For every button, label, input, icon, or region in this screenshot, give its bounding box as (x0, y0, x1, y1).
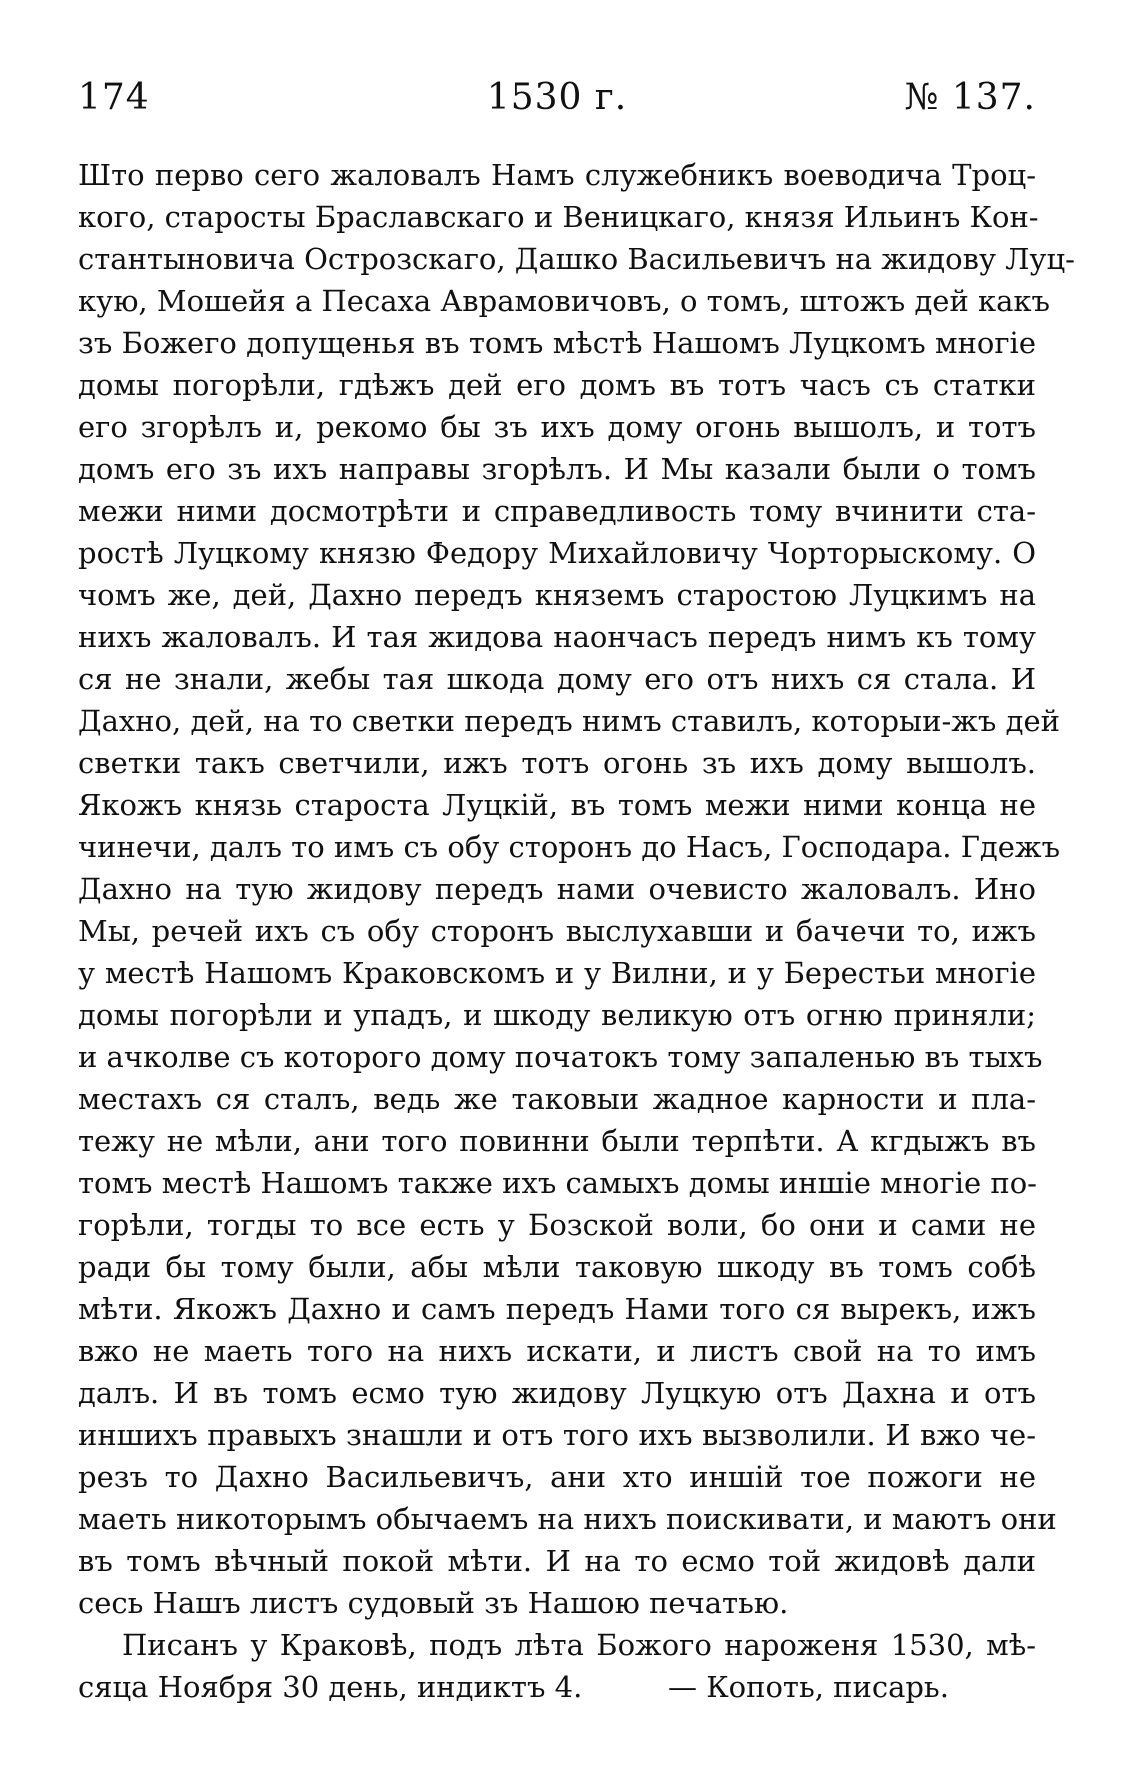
text-line: зъ Божего допущенья въ томъ мѣстѣ Нашомъ Луцкомъ многіе (78, 326, 1036, 360)
document-number: № 137. (904, 77, 1036, 118)
dating-text: сяца Ноября 30 день, индиктъ 4. (78, 1670, 583, 1704)
text-line: ростѣ Луцкому князю Федору Михайловичу Чорторыскому. О (78, 536, 1036, 570)
document-year: 1530 г. (486, 77, 628, 118)
text-line: Якожъ князь староста Луцкій, въ томъ межи ними конца не (78, 788, 1036, 822)
text-line: у местѣ Нашомъ Краковскомъ и у Вилни, и у Берестьи многіе (78, 956, 1036, 990)
text-line: Дахно на тую жидову передъ нами очевисто жаловалъ. Ино (78, 872, 1036, 906)
text-line: маеть никоторымъ обычаемъ на нихъ поискивати, и маютъ они (78, 1502, 1057, 1536)
text-line: межи ними досмотрѣти и справедливость тому вчинити ста- (78, 494, 1036, 528)
text-line: ся не знали, жебы тая шкода дому его отъ нихъ ся стала. И (78, 662, 1036, 696)
text-line: нихъ жаловалъ. И тая жидова наончасъ передъ нимъ къ тому (78, 620, 1036, 654)
text-line: тежу не мѣли, ани того повинни были терпѣти. А кгдыжъ въ (78, 1124, 1036, 1158)
text-line: чинечи, далъ то имъ съ обу сторонъ до Насъ, Господара. Гдежъ (78, 830, 1061, 864)
text-line: местахъ ся сталъ, ведь же таковыи жадное карности и пла- (78, 1082, 1036, 1116)
text-line: вжо не маеть того на нихъ искати, и листъ свой на то имъ (78, 1334, 1036, 1368)
text-line: ради бы тому были, абы мѣли таковую шкоду въ томъ собѣ (78, 1250, 1036, 1284)
text-line: Што перво сего жаловалъ Намъ служебникъ воеводича Троц- (78, 158, 1036, 192)
text-line: далъ. И въ томъ есмо тую жидову Луцкую отъ Дахна и отъ (78, 1376, 1036, 1410)
scribe-signature: — Копоть, писарь. (668, 1670, 949, 1704)
text-line: горѣли, тогды то все есть у Бозской воли, бо они и сами не (78, 1208, 1036, 1242)
text-line: въ томъ вѣчный покой мѣти. И на то есмо той жидовѣ дали (78, 1544, 1036, 1578)
text-line: и ачколве съ которого дому початокъ тому запаленью въ тыхъ (78, 1040, 1043, 1074)
text-line: томъ местѣ Нашомъ также ихъ самыхъ домы иншіе многіе по- (78, 1166, 1037, 1200)
text-line: Писанъ у Краковѣ, подъ лѣта Божого нароженя 1530, мѣ- (122, 1628, 1036, 1662)
text-line: сесь Нашъ листъ судовый зъ Нашою печатью. (78, 1586, 789, 1620)
text-line: чомъ же, дей, Дахно передъ княземъ старостою Луцкимъ на (78, 578, 1036, 612)
running-head (78, 70, 1036, 126)
text-line: кую, Мошейя а Песаха Аврамовичовъ, о томъ, штожъ дей какъ (78, 284, 1050, 318)
text-line: светки такъ светчили, ижъ тотъ огонь зъ ихъ дому вышолъ. (78, 746, 1036, 780)
text-line: кого, старосты Браславскаго и Веницкаго, князя Ильинъ Кон- (78, 200, 1039, 234)
text-line: его згорѣлъ и, рекомо бы зъ ихъ дому огонь вышолъ, и тотъ (78, 410, 1036, 444)
document-body (78, 154, 1075, 1708)
text-line: иншихъ правыхъ знашли и отъ того ихъ вызволили. И вжо че- (78, 1418, 1036, 1452)
text-line: домы погорѣли, гдѣжъ дей его домъ въ тотъ часъ съ статки (78, 368, 1036, 402)
text-line: Дахно, дей, на то светки передъ нимъ ставилъ, которыи-жъ дей (78, 704, 1060, 738)
text-line: Мы, речей ихъ съ обу сторонъ выслухавши и бачечи то, ижъ (78, 914, 1036, 948)
text-line: резъ то Дахно Васильевичъ, ани хто иншій тое пожоги не (78, 1460, 1036, 1494)
paragraph-dating (78, 1624, 1036, 1708)
text-line: домъ его зъ ихъ направы згорѣлъ. И Мы казали были о томъ (78, 452, 1036, 486)
page-number: 174 (78, 77, 150, 118)
text-line: стантыновича Острозскаго, Дашко Васильевичъ на жидову Луц- (78, 242, 1075, 276)
dating-signature-line (78, 1666, 1036, 1708)
paragraph-main (78, 154, 1075, 1624)
text-line: домы погорѣли и упадъ, и шкоду великую отъ огню приняли; (78, 998, 1036, 1032)
text-line: мѣти. Якожъ Дахно и самъ передъ Нами того ся вырекъ, ижъ (78, 1292, 1036, 1326)
document-page (78, 70, 1075, 1708)
